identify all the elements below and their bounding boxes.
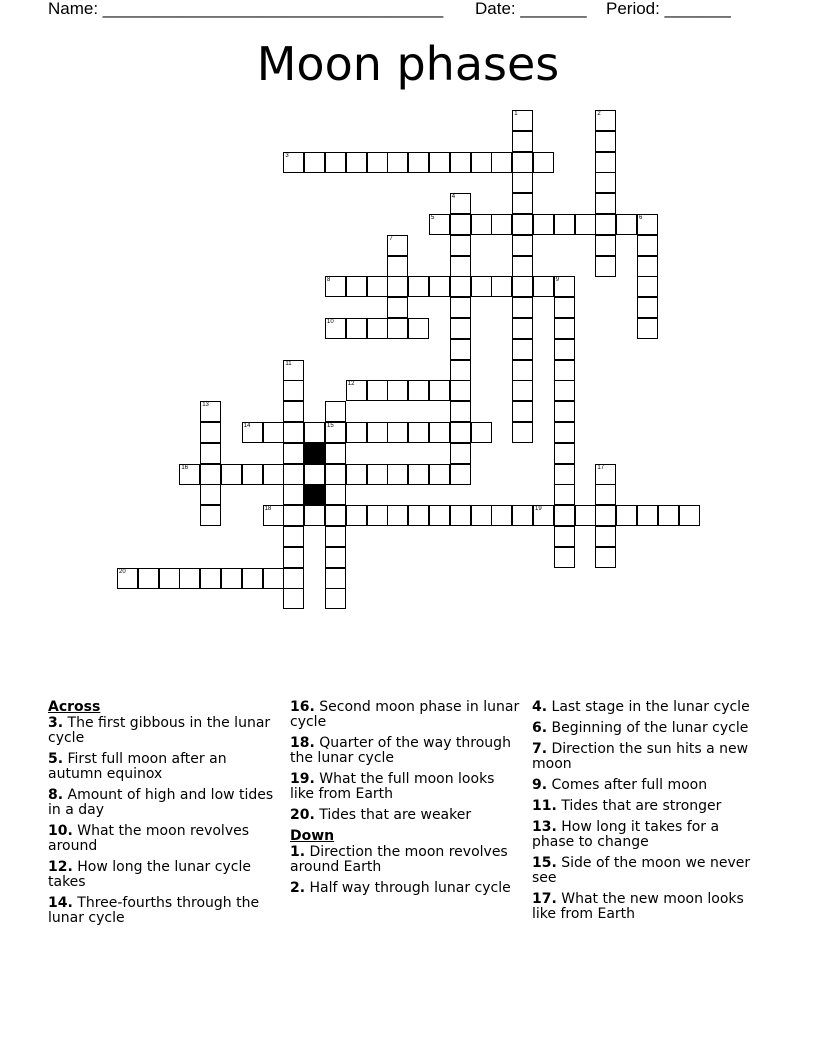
grid-cell[interactable] xyxy=(387,505,408,526)
period-field-label[interactable]: Period: _______ xyxy=(606,0,731,18)
grid-cell[interactable] xyxy=(283,464,304,485)
grid-cell[interactable] xyxy=(471,276,492,297)
grid-cell[interactable] xyxy=(512,505,533,526)
grid-cell[interactable] xyxy=(346,276,367,297)
grid-cell[interactable] xyxy=(325,401,346,422)
clue-number: 17. xyxy=(532,891,557,907)
cell-number: 14 xyxy=(243,423,251,429)
grid-cell[interactable] xyxy=(450,422,471,443)
grid-cell[interactable] xyxy=(367,505,388,526)
clue-number: 19. xyxy=(290,771,315,787)
grid-cell[interactable] xyxy=(450,360,471,381)
clue-text: Tides that are weaker xyxy=(314,807,472,823)
grid-cell[interactable] xyxy=(637,256,658,277)
grid-cell[interactable] xyxy=(554,380,575,401)
grid-cell[interactable] xyxy=(616,214,637,235)
grid-cell[interactable] xyxy=(637,318,658,339)
clue-number: 11. xyxy=(532,798,557,814)
clue-text: How long it takes for a phase to change xyxy=(532,819,720,850)
grid-cell[interactable] xyxy=(554,464,575,485)
grid-cell[interactable] xyxy=(595,235,616,256)
grid-cell[interactable] xyxy=(283,401,304,422)
clue-number: 4. xyxy=(532,699,548,715)
clue-item xyxy=(48,716,278,746)
clue-text: Last stage in the lunar cycle xyxy=(547,699,750,715)
grid-cell[interactable] xyxy=(304,464,325,485)
grid-block xyxy=(304,484,325,505)
grid-cell[interactable] xyxy=(595,214,616,235)
grid-cell[interactable] xyxy=(367,380,388,401)
grid-cell[interactable] xyxy=(346,422,367,443)
grid-cell[interactable] xyxy=(283,443,304,464)
grid-cell[interactable] xyxy=(595,193,616,214)
grid-cell[interactable] xyxy=(512,214,533,235)
clue-text: What the full moon looks like from Earth xyxy=(290,771,495,802)
grid-cell[interactable] xyxy=(408,318,429,339)
grid-cell[interactable] xyxy=(242,568,263,589)
clue-item xyxy=(532,892,757,922)
grid-cell[interactable] xyxy=(346,152,367,173)
cell-number: 11 xyxy=(285,360,292,367)
grid-cell[interactable] xyxy=(429,152,450,173)
clue-number: 10. xyxy=(48,823,73,839)
grid-cell[interactable] xyxy=(450,297,471,318)
cell-number: 8 xyxy=(327,277,331,284)
grid-cell[interactable] xyxy=(533,276,554,297)
grid-cell[interactable] xyxy=(221,568,242,589)
name-field-label[interactable]: Name: ____________________________________ xyxy=(48,0,444,18)
grid-cell[interactable] xyxy=(575,505,596,526)
clue-item xyxy=(532,721,757,736)
grid-cell[interactable] xyxy=(512,422,533,443)
grid-cell[interactable] xyxy=(408,152,429,173)
grid-cell[interactable] xyxy=(242,464,263,485)
grid-cell[interactable] xyxy=(512,297,533,318)
down-heading: Down xyxy=(290,828,335,844)
clue-number: 2. xyxy=(290,880,306,896)
clue-text: Beginning of the lunar cycle xyxy=(547,720,749,736)
cell-number: 2 xyxy=(597,111,601,117)
clue-item xyxy=(48,824,278,854)
clues-column-3 xyxy=(532,700,757,928)
clue-text: Comes after full moon xyxy=(547,777,708,793)
grid-cell[interactable] xyxy=(346,318,367,339)
clue-text: Second moon phase in lunar cycle xyxy=(290,699,520,730)
grid-cell[interactable] xyxy=(263,568,284,589)
clue-text: Half way through lunar cycle xyxy=(305,880,511,896)
grid-cell[interactable] xyxy=(408,422,429,443)
grid-cell[interactable] xyxy=(263,422,284,443)
grid-cell[interactable] xyxy=(554,214,575,235)
cell-number: 7 xyxy=(389,235,393,242)
grid-cell[interactable] xyxy=(283,380,304,401)
grid-cell[interactable] xyxy=(512,172,533,193)
clue-item xyxy=(290,845,520,875)
clue-text: The first gibbous in the lunar cycle xyxy=(48,715,271,746)
cell-number: 20 xyxy=(119,568,126,575)
grid-cell[interactable] xyxy=(387,380,408,401)
grid-cell[interactable] xyxy=(554,443,575,464)
grid-cell[interactable] xyxy=(637,276,658,297)
grid-cell[interactable] xyxy=(450,152,471,173)
grid-cell[interactable] xyxy=(346,464,367,485)
cell-number: 3 xyxy=(285,152,289,159)
grid-cell[interactable] xyxy=(595,484,616,505)
cell-number: 16 xyxy=(181,464,189,471)
grid-cell[interactable] xyxy=(450,380,471,401)
grid-cell[interactable] xyxy=(200,422,221,443)
grid-block xyxy=(304,443,325,464)
grid-cell[interactable] xyxy=(200,484,221,505)
grid-cell[interactable] xyxy=(200,505,221,526)
clue-item xyxy=(48,752,278,782)
clue-text: Three-fourths through the lunar cycle xyxy=(48,895,260,926)
grid-cell[interactable] xyxy=(491,505,512,526)
grid-cell[interactable] xyxy=(595,256,616,277)
grid-cell[interactable] xyxy=(304,505,325,526)
clue-text: How long the lunar cycle takes xyxy=(48,859,251,890)
clue-item xyxy=(290,881,520,896)
grid-cell[interactable] xyxy=(408,505,429,526)
grid-cell[interactable] xyxy=(138,568,159,589)
grid-cell[interactable] xyxy=(595,526,616,547)
grid-cell[interactable] xyxy=(637,297,658,318)
grid-cell[interactable] xyxy=(325,588,346,609)
grid-cell[interactable] xyxy=(408,380,429,401)
grid-cell[interactable] xyxy=(491,214,512,235)
clue-item xyxy=(290,808,520,823)
clue-text: Amount of high and low tides in a day xyxy=(48,787,274,818)
grid-cell[interactable] xyxy=(450,256,471,277)
grid-cell[interactable] xyxy=(200,464,221,485)
grid-cell[interactable] xyxy=(554,526,575,547)
cell-number: 18 xyxy=(264,506,272,513)
clue-number: 8. xyxy=(48,787,64,803)
grid-cell[interactable] xyxy=(283,505,304,526)
clue-text: Quarter of the way through the lunar cycle xyxy=(290,735,511,766)
grid-cell[interactable] xyxy=(450,443,471,464)
clue-item xyxy=(532,742,757,772)
clue-number: 12. xyxy=(48,859,73,875)
grid-cell[interactable] xyxy=(450,276,471,297)
clue-text: What the new moon looks like from Earth xyxy=(532,891,744,922)
clue-number: 1. xyxy=(290,844,306,860)
grid-cell[interactable] xyxy=(491,276,512,297)
cell-number: 12 xyxy=(347,381,355,388)
grid-cell[interactable] xyxy=(367,276,388,297)
grid-cell[interactable] xyxy=(200,568,221,589)
grid-cell[interactable] xyxy=(450,318,471,339)
cell-number: 13 xyxy=(202,402,209,409)
clue-number: 9. xyxy=(532,777,548,793)
grid-cell[interactable] xyxy=(512,339,533,360)
clue-number: 18. xyxy=(290,735,315,751)
grid-cell[interactable] xyxy=(450,214,471,235)
clues-column-1 xyxy=(48,700,278,932)
cell-number: 19 xyxy=(535,506,542,513)
cell-number: 1 xyxy=(514,111,518,117)
cell-number: 4 xyxy=(451,194,456,201)
grid-cell[interactable] xyxy=(367,464,388,485)
grid-cell[interactable] xyxy=(325,526,346,547)
grid-cell[interactable] xyxy=(637,505,658,526)
grid-cell[interactable] xyxy=(471,214,492,235)
grid-cell[interactable] xyxy=(283,526,304,547)
grid-cell[interactable] xyxy=(283,422,304,443)
grid-cell[interactable] xyxy=(679,505,700,526)
grid-cell[interactable] xyxy=(554,339,575,360)
grid-cell[interactable] xyxy=(450,339,471,360)
clue-item xyxy=(532,778,757,793)
grid-cell[interactable] xyxy=(637,235,658,256)
grid-cell[interactable] xyxy=(325,443,346,464)
grid-cell[interactable] xyxy=(512,131,533,152)
grid-cell[interactable] xyxy=(512,193,533,214)
grid-cell[interactable] xyxy=(283,588,304,609)
grid-cell[interactable] xyxy=(429,380,450,401)
grid-cell[interactable] xyxy=(533,152,554,173)
clue-number: 20. xyxy=(290,807,315,823)
grid-cell[interactable] xyxy=(450,235,471,256)
clue-number: 7. xyxy=(532,741,548,757)
clue-number: 5. xyxy=(48,751,64,767)
grid-cell[interactable] xyxy=(429,505,450,526)
grid-cell[interactable] xyxy=(450,401,471,422)
grid-cell[interactable] xyxy=(304,152,325,173)
clue-item xyxy=(532,799,757,814)
clue-text: Side of the moon we never see xyxy=(532,855,751,886)
cell-number: 10 xyxy=(327,319,334,325)
clue-item xyxy=(290,736,520,766)
cell-number: 15 xyxy=(327,423,334,429)
clue-item xyxy=(290,700,520,730)
clue-number: 3. xyxy=(48,715,64,731)
grid-cell[interactable] xyxy=(554,297,575,318)
grid-cell[interactable] xyxy=(325,547,346,568)
grid-cell[interactable] xyxy=(554,547,575,568)
grid-cell[interactable] xyxy=(512,276,533,297)
grid-cell[interactable] xyxy=(387,256,408,277)
grid-cell[interactable] xyxy=(471,422,492,443)
grid-cell[interactable] xyxy=(512,401,533,422)
grid-cell[interactable] xyxy=(325,152,346,173)
cell-number: 6 xyxy=(639,215,643,221)
grid-cell[interactable] xyxy=(367,422,388,443)
clue-number: 6. xyxy=(532,720,548,736)
grid-cell[interactable] xyxy=(200,443,221,464)
clue-text: What the moon revolves around xyxy=(48,823,250,854)
cell-number: 5 xyxy=(431,215,435,221)
grid-cell[interactable] xyxy=(179,568,200,589)
cell-number: 17 xyxy=(597,464,605,471)
grid-cell[interactable] xyxy=(429,422,450,443)
grid-cell[interactable] xyxy=(512,235,533,256)
grid-cell[interactable] xyxy=(408,276,429,297)
cell-number: 9 xyxy=(555,277,560,284)
grid-cell[interactable] xyxy=(512,360,533,381)
grid-cell[interactable] xyxy=(554,401,575,422)
across-heading: Across xyxy=(48,699,101,715)
grid-cell[interactable] xyxy=(367,318,388,339)
grid-cell[interactable] xyxy=(471,505,492,526)
grid-cell[interactable] xyxy=(346,505,367,526)
clue-item xyxy=(290,772,520,802)
grid-cell[interactable] xyxy=(616,505,637,526)
grid-cell[interactable] xyxy=(387,464,408,485)
grid-cell[interactable] xyxy=(263,464,284,485)
grid-cell[interactable] xyxy=(387,276,408,297)
grid-cell[interactable] xyxy=(554,422,575,443)
grid-cell[interactable] xyxy=(304,422,325,443)
grid-cell[interactable] xyxy=(387,297,408,318)
clue-text: Direction the sun hits a new moon xyxy=(532,741,749,772)
grid-cell[interactable] xyxy=(325,505,346,526)
clue-item xyxy=(532,820,757,850)
grid-cell[interactable] xyxy=(491,152,512,173)
grid-cell[interactable] xyxy=(512,256,533,277)
date-field-label[interactable]: Date: _______ xyxy=(475,0,587,18)
grid-cell[interactable] xyxy=(221,464,242,485)
grid-cell[interactable] xyxy=(367,152,388,173)
clue-item xyxy=(48,860,278,890)
clue-item xyxy=(532,856,757,886)
grid-cell[interactable] xyxy=(575,214,596,235)
grid-cell[interactable] xyxy=(595,152,616,173)
grid-cell[interactable] xyxy=(387,422,408,443)
grid-cell[interactable] xyxy=(408,464,429,485)
clue-number: 14. xyxy=(48,895,73,911)
clue-item xyxy=(48,788,278,818)
grid-cell[interactable] xyxy=(554,360,575,381)
clue-number: 13. xyxy=(532,819,557,835)
grid-cell[interactable] xyxy=(283,484,304,505)
grid-cell[interactable] xyxy=(554,484,575,505)
clues-column-2 xyxy=(290,700,520,902)
grid-cell[interactable] xyxy=(595,131,616,152)
grid-cell[interactable] xyxy=(429,276,450,297)
clue-text: Tides that are stronger xyxy=(556,798,722,814)
grid-cell[interactable] xyxy=(512,318,533,339)
grid-cell[interactable] xyxy=(429,464,450,485)
clue-text: First full moon after an autumn equinox xyxy=(48,751,227,782)
grid-cell[interactable] xyxy=(283,547,304,568)
grid-cell[interactable] xyxy=(325,464,346,485)
grid-cell[interactable] xyxy=(554,318,575,339)
clue-number: 16. xyxy=(290,699,315,715)
grid-cell[interactable] xyxy=(325,484,346,505)
grid-cell[interactable] xyxy=(512,380,533,401)
grid-cell[interactable] xyxy=(471,152,492,173)
grid-cell[interactable] xyxy=(595,172,616,193)
clue-item xyxy=(532,700,757,715)
grid-cell[interactable] xyxy=(595,547,616,568)
grid-cell[interactable] xyxy=(387,318,408,339)
clue-text: Direction the moon revolves around Earth xyxy=(290,844,508,875)
grid-cell[interactable] xyxy=(658,505,679,526)
clue-item xyxy=(48,896,278,926)
grid-cell[interactable] xyxy=(595,505,616,526)
grid-cell[interactable] xyxy=(450,464,471,485)
grid-cell[interactable] xyxy=(159,568,180,589)
grid-cell[interactable] xyxy=(387,152,408,173)
page-title: Moon phases xyxy=(256,37,560,91)
grid-cell[interactable] xyxy=(554,505,575,526)
grid-cell[interactable] xyxy=(512,152,533,173)
grid-cell[interactable] xyxy=(325,568,346,589)
grid-cell[interactable] xyxy=(283,568,304,589)
clue-number: 15. xyxy=(532,855,557,871)
grid-cell[interactable] xyxy=(533,214,554,235)
grid-cell[interactable] xyxy=(450,505,471,526)
